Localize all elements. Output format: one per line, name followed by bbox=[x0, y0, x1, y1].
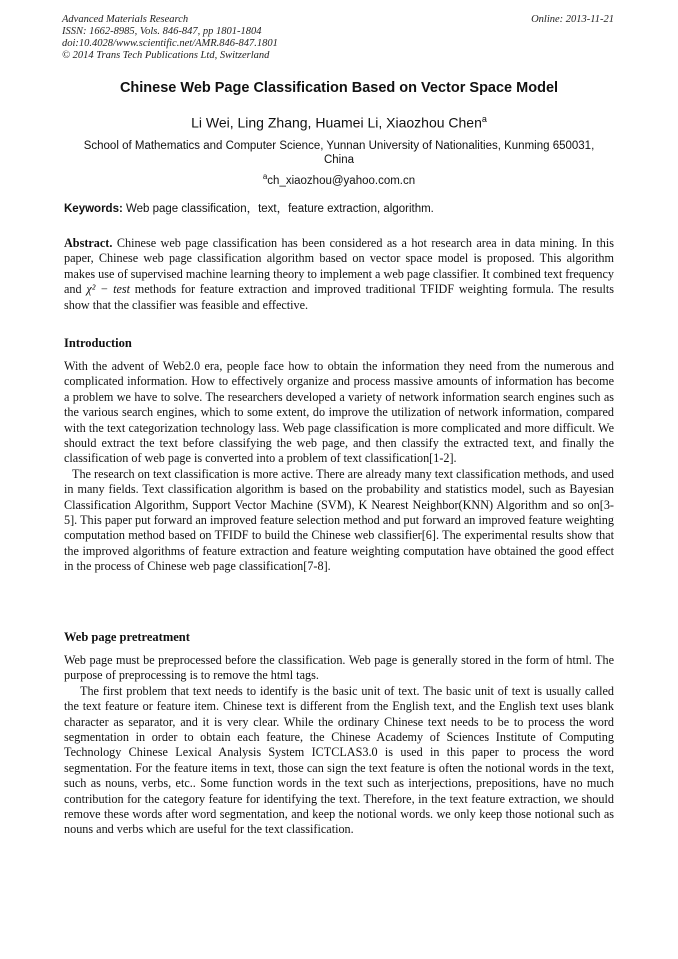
section-heading-pretreatment: Web page pretreatment bbox=[64, 630, 190, 644]
introduction-paragraph-1: With the advent of Web2.0 era, people face how to obtain the information they need from the numerous and complicated information. How to effectively organize and process massive amounts of information has become a problem we have to solve. The researchers developed a variety of network information search engines such as the various search engines, which to some extent, do improve the utilization of network information, compared with the text categorization technology lass. Web page classification is more complicated and more difficult. We should extract the text before classifying the web page, and then classify the extracted text, and finally the classification of web page is converted into a problem of text classification[1-2]. bbox=[64, 359, 614, 466]
pretreatment-paragraph-2: The first problem that text needs to identify is the basic unit of text. The basic unit of text is usually called the text feature or feature item. Chinese text is different from the English text, and the English text uses blank character as separator, and it is very clear. While the ordinary Chinese text needs to be to process the word segmentation in order to obtain each feature, the Chinese Academy of Sciences Institute of Computing Technology Chinese Lexical Analysis System ICTCLAS3.0 is used in this paper to process the word segmentation. For the feature items in text, those can sign the text feature is often the notional words in the text, such as nouns, verbs, etc.. Some function words in the text such as interjections, prepositions, have no much contribution for the category feature for identifying the text. Therefore, in the text feature extraction, we should remove these words after word segmentation, and keep the notional words. we only keep those notional such as nouns and verbs which are useful for the text classification. bbox=[64, 683, 614, 837]
copyright-line: © 2014 Trans Tech Publications Ltd, Switzerland bbox=[62, 50, 270, 61]
introduction-paragraph-2: The research on text classification is more active. There are already many text classification methods, and used in many fields. Text classification algorithm is based on the probability and statistics model, such as Bayesian Classification Algorithm, Support Vector Machine (SVM), K Nearest Neighbor(KNN) Algorithm and so on[3-5]. This paper put forward an improved feature selection method and put forward an improved feature weighting computation method based on TFIDF to build the Chinese web classifier[6]. The experimental results show that the improved algorithms of feature extraction and feature weighting computation have obtained the good effect in the process of Chinese web page classification[7-8]. bbox=[64, 466, 614, 574]
section-heading-introduction: Introduction bbox=[64, 336, 132, 350]
journal-name: Advanced Materials Research bbox=[62, 14, 189, 25]
issn-line: ISSN: 1662-8985, Vols. 846-847, pp 1801-1804 bbox=[62, 26, 262, 37]
abstract-label: Abstract. bbox=[64, 236, 113, 250]
journal-header bbox=[62, 14, 278, 62]
author-superscript: a bbox=[481, 114, 487, 124]
doi-line: doi:10.4028/www.scientific.net/AMR.846-847.1801 bbox=[62, 38, 278, 49]
chi-square-formula: χ² − test bbox=[86, 282, 131, 297]
keywords-line bbox=[64, 200, 616, 216]
email-line bbox=[40, 172, 638, 187]
email-superscript: a bbox=[262, 172, 268, 181]
abstract-text-before: Chinese web page classification has been considered as a hot research area in data mining. In this paper, Chinese web page classification algorithm based on vector space model is proposed. This algorithm makes use of supervised machine learning theory to implement a web page classifier. It combined text frequency and bbox=[64, 236, 614, 297]
online-date: Online: 2013-11-21 bbox=[531, 14, 614, 25]
abstract-text-after: methods for feature extraction and improved traditional TFIDF weighting formula. The results show that the classifier was feasible and effective. bbox=[64, 282, 615, 312]
introduction-body bbox=[64, 359, 614, 575]
keywords-text: Web page classification，text，feature extraction, algorithm. bbox=[122, 203, 434, 215]
keywords-label: Keywords: bbox=[64, 203, 123, 215]
pretreatment-body bbox=[64, 653, 614, 838]
email-address: ch_xiaozhou@yahoo.com.cn bbox=[267, 174, 416, 187]
affiliation: School of Mathematics and Computer Science, Yunnan University of Nationalities, Kunming 650031, China bbox=[83, 140, 595, 166]
abstract bbox=[64, 236, 614, 313]
author-list bbox=[40, 114, 638, 131]
pretreatment-paragraph-1: Web page must be preprocessed before the classification. Web page is generally stored in the form of html. The purpose of preprocessing is to remove the html tags. bbox=[64, 653, 614, 683]
paper-title: Chinese Web Page Classification Based on Vector Space Model bbox=[119, 80, 559, 96]
authors-text: Li Wei, Ling Zhang, Huamei Li, Xiaozhou Chen bbox=[191, 114, 482, 131]
